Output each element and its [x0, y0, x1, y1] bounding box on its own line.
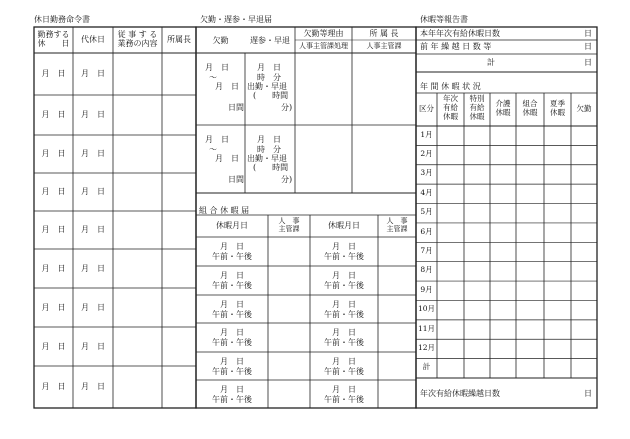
reason-sub-header: 人事主管課処理: [299, 42, 348, 50]
kumiai-date-cell: 月 日: [220, 328, 244, 337]
sub-day-cell: 月 日: [81, 110, 105, 119]
leave-col-header: 欠勤: [576, 103, 592, 113]
absent-header: 欠勤: [212, 36, 229, 45]
work-day-cell: 月 日: [41, 382, 66, 391]
reason-header: 欠勤等理由: [303, 29, 344, 38]
month-label: 3月: [420, 168, 433, 178]
sub-day-cell: 月 日: [81, 341, 105, 351]
carryover-label: 年次有給休暇繰越日数: [420, 389, 500, 398]
sub-day-cell: 月 日: [81, 302, 105, 312]
leave-total-label: 計: [487, 58, 495, 67]
late-early-header: 遅参・早退: [250, 36, 290, 45]
absence-date-from: 月 日: [205, 63, 229, 72]
sub-day-cell: 月 日: [81, 187, 105, 196]
kumiai-ampm-cell: 午前・午後: [212, 281, 252, 290]
late-kind: 出勤・早退: [247, 154, 287, 163]
leave-report-title: 休暇等報告書: [420, 15, 468, 24]
absence-date-to: 月 日: [215, 82, 239, 91]
kumiai-date-cell: 月 日: [332, 357, 356, 366]
kumiai-ampm-cell: 午前・午後: [212, 252, 252, 261]
late-minutes: 分): [281, 103, 293, 112]
month-label: 8月: [420, 265, 433, 275]
month-label: 7月: [420, 246, 433, 255]
month-label: 5月: [420, 207, 433, 217]
leave-summary-unit: 日: [584, 58, 592, 67]
sub-day-cell: 月 日: [81, 149, 105, 158]
kumiai-date-header-right: 休暇月日: [328, 221, 360, 230]
chief-header: 所 属 長: [369, 29, 399, 38]
work-day-cell: 月 日: [41, 110, 66, 119]
month-label: 6月: [420, 226, 433, 236]
month-label: 12月: [417, 342, 436, 352]
leave-col-header: 特別 有給 休暇: [469, 94, 485, 121]
kumiai-ampm-cell: 午前・午後: [324, 281, 364, 290]
leave-col-header: 介護 休暇: [495, 99, 511, 117]
late-time: 時 分: [257, 73, 281, 82]
absence-date-from: 月 日: [205, 135, 229, 144]
kumiai-date-cell: 月 日: [332, 242, 356, 251]
chief-header: 所属長: [167, 35, 191, 44]
sub-day-header: 代休日: [81, 35, 105, 44]
absence-tilde: 〜: [209, 73, 217, 82]
late-time: 時 分: [257, 145, 281, 154]
leave-col-header: 区分: [419, 103, 434, 113]
work-day-cell: 月 日: [41, 263, 66, 273]
month-label: 1月: [420, 129, 433, 139]
leave-summary-unit: 日: [584, 42, 592, 51]
kumiai-date-cell: 月 日: [220, 385, 244, 394]
kumiai-ampm-cell: 午前・午後: [324, 338, 364, 347]
leave-col-header: 夏季 休暇: [550, 99, 565, 117]
kumiai-ampm-cell: 午前・午後: [212, 395, 252, 404]
absence-date-to: 月 日: [215, 154, 239, 163]
month-label: 2月: [420, 149, 433, 159]
kumiai-ampm-cell: 午前・午後: [212, 338, 252, 347]
kumiai-date-cell: 月 日: [220, 271, 244, 280]
kumiai-date-header-left: 休暇月日: [216, 221, 248, 230]
kumiai-ampm-cell: 午前・午後: [324, 395, 364, 404]
late-kind: 出勤・早退: [247, 82, 287, 91]
sub-day-cell: 月 日: [81, 69, 105, 78]
kumiai-hr-header-right: 人 事 主管課: [386, 217, 408, 234]
kumiai-title: 組 合 休 暇 届: [199, 206, 250, 215]
task-header: 従 事 す る 業務の内容: [117, 30, 158, 49]
absence-form-title: 欠勤・遅参・早退届: [200, 15, 272, 24]
absence-days: 日間: [228, 175, 244, 184]
kumiai-date-cell: 月 日: [220, 300, 244, 309]
kumiai-date-cell: 月 日: [332, 271, 356, 280]
kumiai-hr-header-left: 人 事 主管課: [278, 217, 300, 234]
kumiai-date-cell: 月 日: [220, 357, 244, 366]
carryover-unit: 日: [584, 389, 592, 398]
leave-summary-unit: 日: [584, 29, 592, 38]
work-day-cell: 月 日: [41, 187, 66, 196]
work-day-cell: 月 日: [41, 69, 66, 78]
chief-sub-header: 人事主管課: [366, 42, 402, 50]
work-day-header: 勤務する 休 日: [37, 30, 70, 49]
kumiai-date-cell: 月 日: [332, 300, 356, 309]
month-label: 10月: [417, 304, 436, 314]
kumiai-ampm-cell: 午前・午後: [212, 310, 252, 319]
month-label: 9月: [420, 284, 433, 294]
leave-col-header: 年次 有給 休暇: [443, 94, 458, 121]
kumiai-ampm-cell: 午前・午後: [212, 367, 252, 376]
leave-summary-label: 本年年次有給休暇日数: [420, 29, 500, 38]
late-hours: ( 時間: [253, 163, 289, 172]
work-day-cell: 月 日: [41, 302, 66, 312]
kumiai-date-cell: 月 日: [220, 242, 244, 251]
holiday-form-title: 休日勤務命令書: [34, 15, 90, 24]
late-minutes: 分): [281, 175, 293, 184]
sub-day-cell: 月 日: [81, 263, 105, 273]
month-label: 計: [422, 362, 431, 372]
month-label: 4月: [420, 187, 433, 197]
month-label: 11月: [417, 323, 436, 333]
late-hours: ( 時間: [253, 91, 289, 100]
work-day-cell: 月 日: [41, 341, 66, 351]
absence-days: 日間: [228, 103, 244, 112]
annual-status-title: 年 間 休 暇 状 況: [420, 82, 481, 91]
sub-day-cell: 月 日: [81, 382, 105, 391]
holiday-table-frame: [34, 27, 196, 408]
late-date: 月 日: [257, 135, 281, 144]
kumiai-ampm-cell: 午前・午後: [324, 310, 364, 319]
leave-col-header: 組合 休暇: [522, 99, 538, 117]
leave-summary-label: 前 年 繰 越 日 数 等: [420, 42, 492, 51]
absence-tilde: 〜: [209, 145, 217, 154]
late-date: 月 日: [257, 63, 281, 72]
kumiai-ampm-cell: 午前・午後: [324, 367, 364, 376]
work-day-cell: 月 日: [41, 149, 66, 158]
work-day-cell: 月 日: [41, 225, 66, 234]
kumiai-date-cell: 月 日: [332, 385, 356, 394]
kumiai-date-cell: 月 日: [332, 328, 356, 337]
sub-day-cell: 月 日: [81, 225, 105, 234]
kumiai-ampm-cell: 午前・午後: [324, 252, 364, 261]
